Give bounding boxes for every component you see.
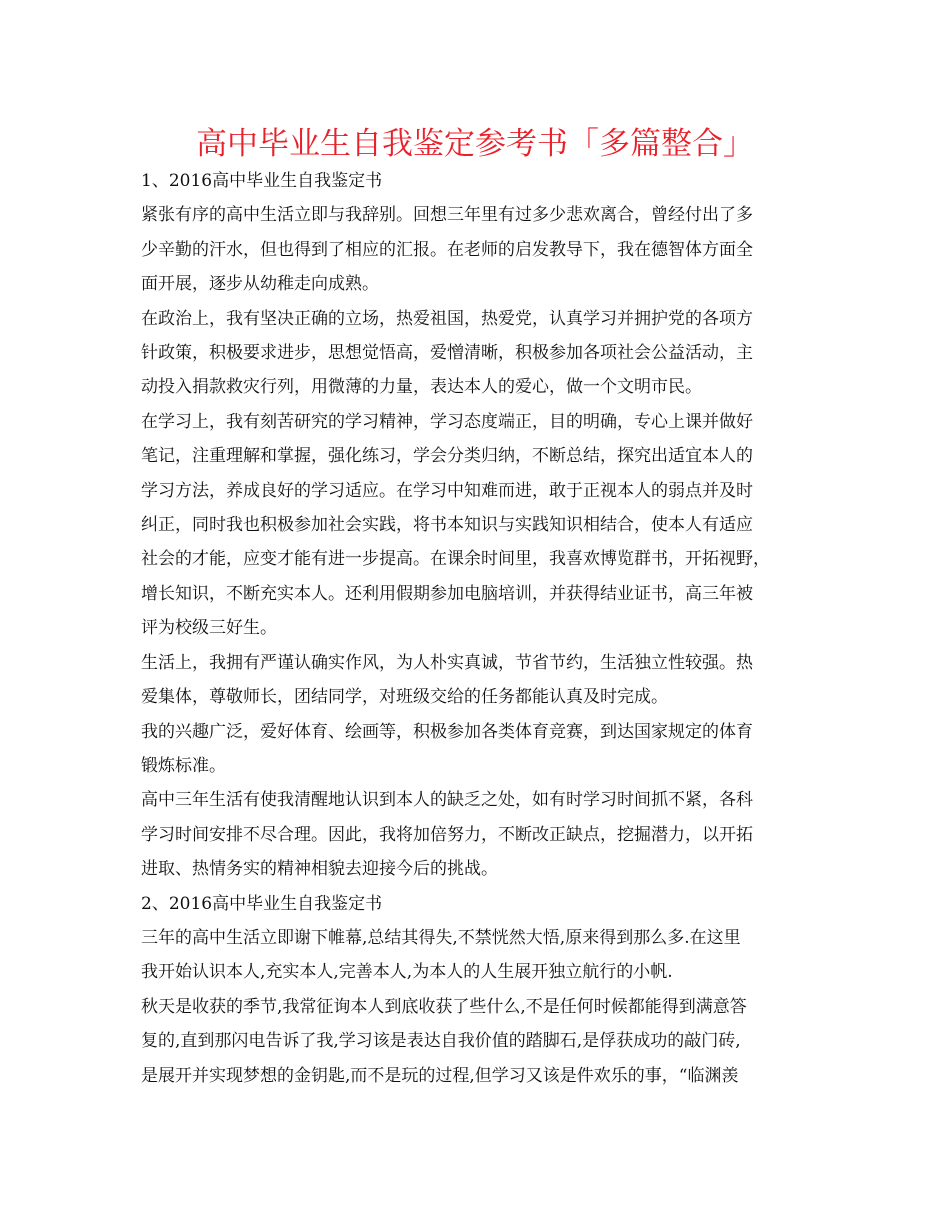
- text-line: 学习时间安排不尽合理。因此，我将加倍努力，不断改正缺点，挖掘潜力，以开拓: [141, 824, 753, 845]
- text-line: 少辛勤的汗水，但也得到了相应的汇报。在老师的启发教导下，我在德智体方面全: [141, 239, 753, 260]
- text-line: 笔记，注重理解和掌握，强化练习，学会分类归纳，不断总结，探究出适宜本人的: [141, 446, 753, 467]
- text-line: 在政治上，我有坚决正确的立场，热爱祖国，热爱党，认真学习并拥护党的各项方: [141, 308, 753, 329]
- document-title: 高中毕业生自我鉴定参考书「多篇整合」: [196, 126, 754, 162]
- text-line: 动投入捐款救灾行列，用微薄的力量，表达本人的爱心，做一个文明市民。: [141, 377, 702, 398]
- text-line: 我开始认识本人,充实本人,完善本人,为本人的人生展开独立航行的小帆.: [141, 962, 673, 983]
- text-line: 针政策，积极要求进步，思想觉悟高，爱憎清晰，积极参加各项社会公益活动，主: [141, 343, 753, 364]
- text-line: 社会的才能，应变才能有进一步提高。在课余时间里，我喜欢博览群书，开拓视野，: [141, 549, 770, 570]
- text-line: 增长知识，不断充实本人。还利用假期参加电脑培训，并获得结业证书，高三年被: [141, 583, 753, 604]
- text-line: 我的兴趣广泛，爱好体育、绘画等，积极参加各类体育竞赛，到达国家规定的体育: [141, 721, 753, 742]
- text-line: 三年的高中生活立即谢下帷幕,总结其得失,不禁恍然大悟,原来得到那么多.在这里: [141, 927, 741, 948]
- text-line: 评为校级三好生。: [141, 618, 277, 639]
- text-line: 高中三年生活有使我清醒地认识到本人的缺乏之处，如有时学习时间抓不紧，各科: [141, 790, 753, 811]
- text-line: 纠正，同时我也积极参加社会实践，将书本知识与实践知识相结合，使本人有适应: [141, 515, 753, 536]
- text-line: 生活上，我拥有严谨认确实作风，为人朴实真诚，节省节约，生活独立性较强。热: [141, 652, 753, 673]
- text-line: 是展开并实现梦想的金钥匙,而不是玩的过程,但学习又该是件欢乐的事，“临渊羡: [141, 1065, 739, 1086]
- document-body: [141, 164, 821, 1093]
- text-line: 复的,直到那闪电告诉了我,学习该是表达自我价值的踏脚石,是俘获成功的敲门砖,: [141, 1031, 741, 1052]
- section-heading-1: 1、2016高中毕业生自我鉴定书: [141, 171, 383, 191]
- text-line: 进取、热情务实的精神相貌去迎接今后的挑战。: [141, 859, 498, 880]
- text-line: 秋天是收获的季节,我常征询本人到底收获了些什么,不是任何时候都能得到满意答: [141, 996, 747, 1017]
- text-line: 面开展，逐步从幼稚走向成熟。: [141, 274, 379, 295]
- text-line: 紧张有序的高中生活立即与我辞别。回想三年里有过多少悲欢离合，曾经付出了多: [141, 205, 753, 226]
- text-line: 锻炼标准。: [141, 755, 226, 776]
- text-line: 在学习上，我有刻苦研究的学习精神，学习态度端正，目的明确，专心上课并做好: [141, 411, 753, 432]
- section-heading-2: 2、2016高中毕业生自我鉴定书: [141, 893, 383, 914]
- text-line: 爱集体，尊敬师长，团结同学，对班级交给的任务都能认真及时完成。: [141, 687, 668, 708]
- text-line: 学习方法，养成良好的学习适应。在学习中知难而进，敢于正视本人的弱点并及时: [141, 480, 753, 501]
